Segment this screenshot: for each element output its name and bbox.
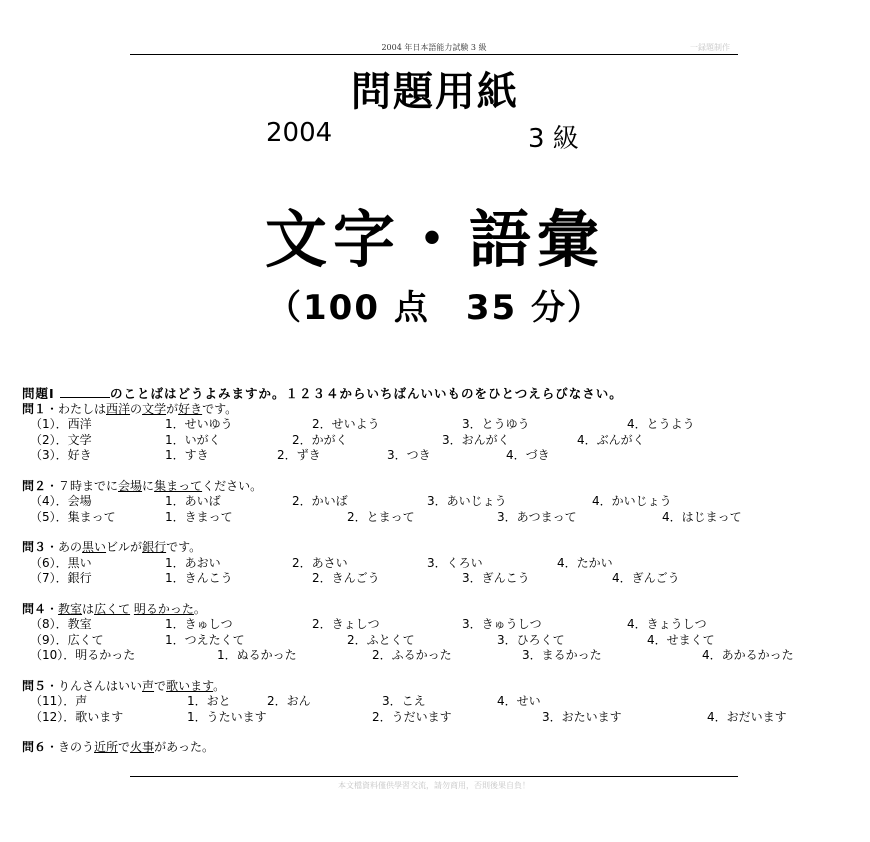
answer-option[interactable]: 3．まるかった [522,648,602,662]
underlined-word: 会場 [118,478,143,493]
sentence-text: に [142,478,155,493]
question-block [22,402,842,464]
answer-option[interactable]: 2．かがく [292,432,348,447]
cover-subject: 文字・語彙 [264,203,605,276]
answer-option[interactable]: 4．づき [506,448,550,462]
underlined-word: 声 [142,678,155,693]
cover-score: （100 点 35 分） [267,288,603,328]
item-label: （3）．好き [30,448,92,462]
answer-row [22,648,842,664]
answer-option[interactable]: 1．きゅしつ [165,617,233,631]
answer-option[interactable]: 4．おだいます [707,709,787,724]
item-label: （1）．西洋 [30,417,92,431]
sentence-text: があった。 [154,740,214,754]
header-watermark: 一録題制作 [690,43,730,52]
answer-option[interactable]: 4．せまくて [647,632,715,647]
answer-option[interactable]: 3．きゅうしつ [462,617,542,631]
sentence-text: ・７時までに [46,478,119,493]
answer-option[interactable]: 4．はじまって [662,509,742,524]
sentence-text: です。 [166,540,202,554]
item-label: （9）．広くて [30,632,104,647]
question-number: 問４ [22,601,47,616]
sentence-text: ・あの [46,540,83,554]
sentence-text: は [82,601,95,616]
answer-option[interactable]: 4．とうよう [627,417,695,431]
answer-option[interactable]: 4．ぎんごう [612,571,680,585]
sentence-text: の [130,401,143,416]
answer-option[interactable]: 3．くろい [427,555,483,570]
question-sentence [22,540,842,556]
question-list [22,402,842,756]
answer-option[interactable]: 2．ふるかった [372,648,452,662]
item-label: （12）．歌います [30,709,124,724]
footer-disclaimer: 本文檔資料僅供學習交流，請勿商用，否則後果自負！ [338,781,530,790]
underlined-word: 黒い [82,540,107,554]
sentence-text: 。 [193,601,206,616]
underlined-word: 火事 [130,740,155,754]
answer-row [22,556,842,572]
answer-option[interactable]: 3．こえ [382,694,426,708]
sentence-text: ・りんさんはいい [46,678,143,693]
answer-option[interactable]: 2．きょしつ [312,617,380,631]
sentence-text: ・ [46,601,59,616]
item-label: （4）．会場 [30,494,92,508]
question-number: 問３ [22,540,47,554]
answer-option[interactable]: 3．あいじょう [427,494,507,508]
answer-row [22,510,842,526]
question-number: 問１ [22,401,47,416]
cover-level: 3 級 [528,124,579,154]
answer-option[interactable]: 3．とうゆう [462,417,530,431]
sentence-text: で [154,678,167,693]
underlined-word: 近所 [94,740,119,754]
answer-option[interactable]: 1．ぬるかった [217,648,297,662]
answer-option[interactable]: 3．おたいます [542,709,622,724]
answer-option[interactable]: 2．せいよう [312,417,380,431]
question-number: 問５ [22,678,47,693]
answer-option[interactable]: 3．つき [387,448,431,462]
underlined-word: 好き [178,401,203,416]
item-label: （5）．集まって [30,509,116,524]
answer-option[interactable]: 2．おん [267,694,311,708]
answer-option[interactable]: 1．うたいます [187,709,267,724]
sentence-text: で [118,740,131,754]
item-label: （7）．銀行 [30,571,92,585]
underlined-word: 教室 [58,601,83,616]
sentence-text: ・きのう [46,740,95,754]
question-block [22,540,842,587]
answer-row [22,571,842,587]
sentence-text: が [166,401,179,416]
answer-option[interactable]: 1．つえたくて [165,632,245,647]
answer-option[interactable]: 2．あさい [292,555,348,570]
answer-row [22,617,842,633]
answer-option[interactable]: 2．うだいます [372,709,452,724]
underlined-word: 広くて [94,601,131,616]
instruction-prefix: 問題Ⅰ [22,386,61,401]
item-label: （2）．文学 [30,432,92,447]
sentence-text: です。 [202,401,238,416]
answer-option[interactable]: 4．たかい [557,555,613,570]
page-footer [130,776,738,791]
item-label: （6）．黒い [30,555,92,570]
underlined-word: 明るかった [133,601,194,616]
question-number: 問６ [22,740,47,754]
header-title: 2004 年日本語能力試験 3 級 [381,43,487,52]
answer-row [22,633,842,649]
answer-option[interactable]: 2．きんごう [312,571,380,585]
question-block [22,679,842,726]
answer-row [22,494,842,510]
question-number: 問２ [22,478,47,493]
question-sentence [22,402,842,418]
answer-option[interactable]: 1．きんこう [165,571,233,585]
answer-option[interactable]: 4．かいじょう [592,494,672,508]
cover-year: 2004 [266,118,333,148]
instruction-blank [60,387,110,398]
question-sentence [22,740,842,756]
cover-title: 問題用紙 [351,69,519,115]
answer-row [22,710,842,726]
answer-option[interactable]: 4．ぶんがく [577,432,645,447]
answer-option[interactable]: 1．あおい [165,555,221,570]
answer-option[interactable]: 2．ふとくて [347,632,415,647]
answer-option[interactable]: 2．とまって [347,509,415,524]
answer-option[interactable]: 1．きまって [165,509,233,524]
underlined-word: 集まって [154,478,203,493]
section-instruction [22,386,842,402]
answer-option[interactable]: 1．せいゆう [165,417,233,431]
question-sentence [22,679,842,695]
underlined-word: 銀行 [142,540,167,554]
answer-option[interactable]: 3．おんがく [442,432,510,447]
answer-row [22,448,842,464]
question-block [22,479,842,526]
exam-body [22,386,842,756]
answer-option[interactable]: 3．あつまって [497,509,577,524]
answer-option[interactable]: 3．ひろくて [497,632,565,647]
answer-option[interactable]: 1．おと [187,694,231,708]
sentence-text: ・わたしは [46,401,107,416]
question-sentence [22,602,842,618]
question-sentence [22,479,842,495]
answer-option[interactable]: 1．いがく [165,432,221,447]
answer-option[interactable]: 4．あかるかった [702,648,794,662]
sentence-text: ください。 [202,478,263,493]
answer-row [22,694,842,710]
question-block [22,740,842,756]
answer-row [22,417,842,433]
answer-option[interactable]: 1．あいば [165,494,221,508]
underlined-word: 西洋 [106,401,131,416]
item-label: （10）．明るかった [30,648,136,662]
answer-option[interactable]: 4．せい [497,694,541,708]
answer-option[interactable]: 4．きょうしつ [627,617,707,631]
item-label: （8）．教室 [30,617,92,631]
answer-option[interactable]: 1．すき [165,448,209,462]
answer-option[interactable]: 2．ずき [277,448,321,462]
page-header [130,40,738,55]
item-label: （11）．声 [30,694,88,708]
answer-option[interactable]: 2．かいば [292,494,348,508]
instruction-text: のことばはどうよみますか。１２３４からいちばんいいものをひとつえらびなさい。 [110,386,623,401]
answer-option[interactable]: 3．ぎんこう [462,571,530,585]
underlined-word: 歌います [166,678,214,693]
sentence-text: ビルが [106,540,143,554]
sentence-text: 。 [213,678,226,693]
answer-row [22,433,842,449]
question-block [22,602,842,664]
underlined-word: 文学 [142,401,167,416]
